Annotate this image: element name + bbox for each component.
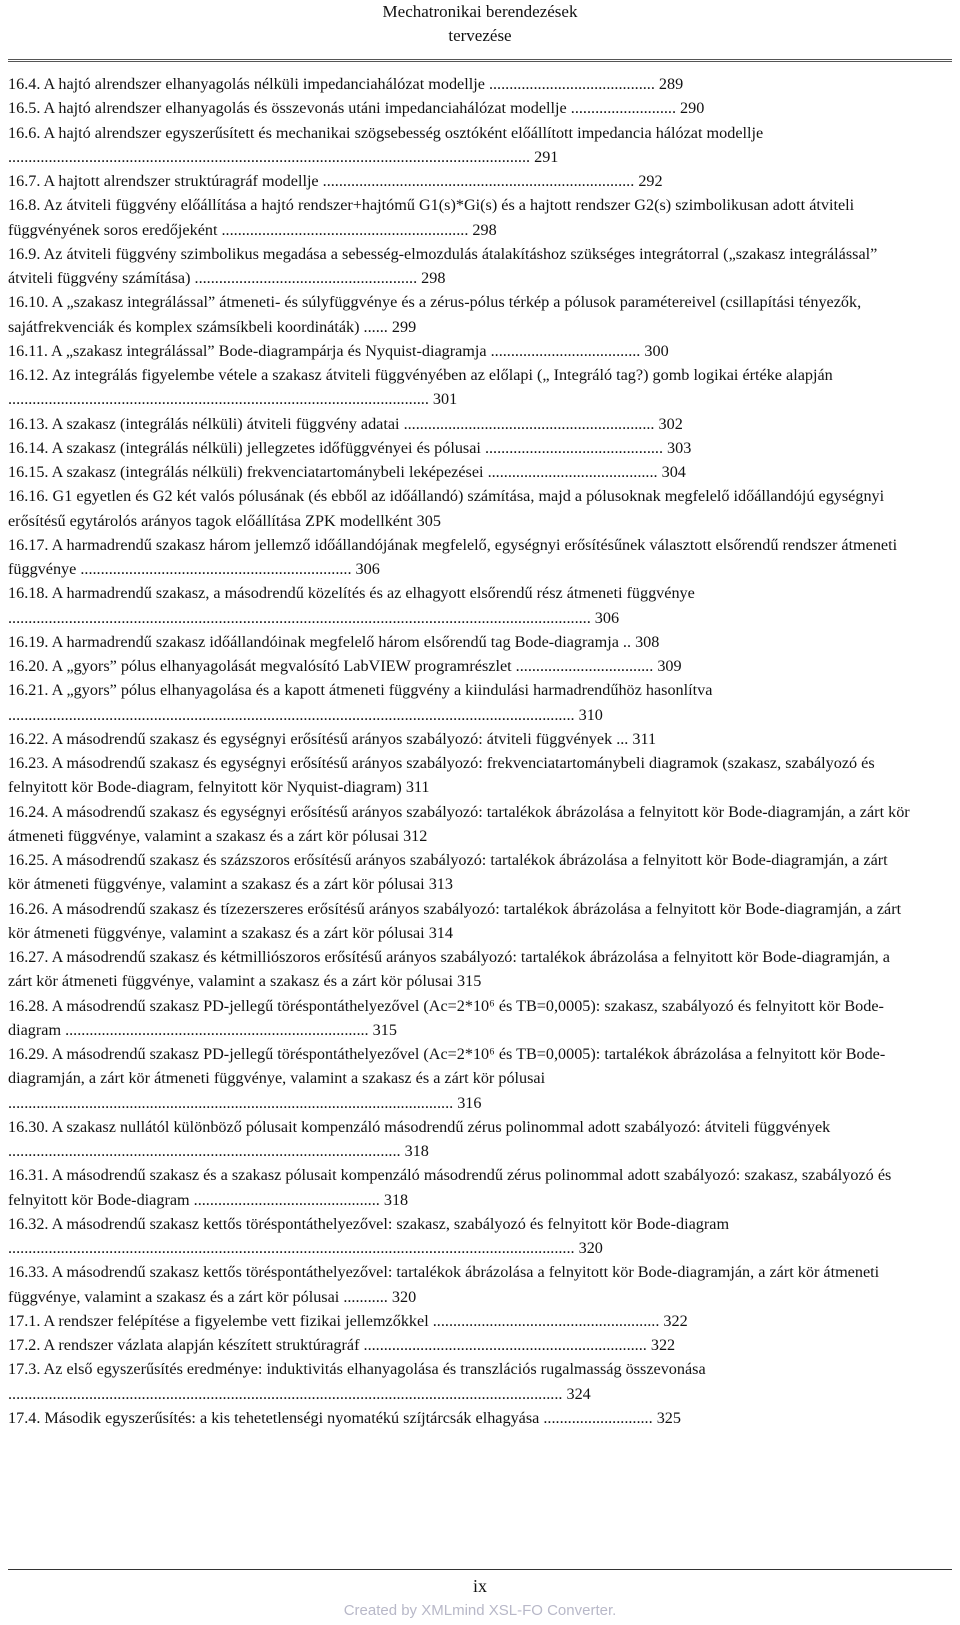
toc-entry[interactable]: 16.32. A másodrendű szakasz kettős töréspontáthelyezővel: szakasz, szabályozó és felnyitott kör Bode-diagram ............................................................................................................................................ 320: [8, 1214, 730, 1257]
toc-entry[interactable]: 16.31. A másodrendű szakasz és a szakasz pólusait kompenzáló másodrendű zérus polinommal adott szabályozó: szakasz, szabályozó és felnyitott kör Bode-diagram .............................................. 318: [8, 1166, 892, 1209]
toc-entry[interactable]: 16.29. A másodrendű szakasz PD-jellegű töréspontáthelyezővel (Ac=2*10⁶ és TB=0,0005): tartalékok ábrázolása a felnyitott kör Bode-diagramján, a zárt kör átmeneti függvénye, valamint a szakasz és a zárt kör pólusai .............................................................................................................. 316: [8, 1045, 886, 1112]
toc-entry[interactable]: 16.19. A harmadrendű szakasz időállandóinak megfelelő három elsőrendű tag Bode-diagramja .. 308: [8, 632, 660, 651]
toc-entry[interactable]: 16.20. A „gyors” pólus elhanyagolását megvalósító LabVIEW programrészlet .................................. 309: [8, 657, 682, 675]
table-of-figures: [8, 72, 913, 1430]
footer-divider: [8, 1569, 952, 1570]
toc-entry[interactable]: 16.16. G1 egyetlen és G2 két valós pólusának (és ebből az időállandó) számítása, majd a pólusoknak megfelelő időállandójú egységnyi erősítésű egytárolós arányos tagok előállítása ZPK modellként 305: [8, 487, 885, 530]
toc-entry[interactable]: 16.25. A másodrendű szakasz és százszoros erősítésű arányos szabályozó: tartalékok ábrázolása a felnyitott kör Bode-diagramján, a zárt kör átmeneti függvénye, valamint a szakasz és a zárt kör pólusai 313: [8, 851, 888, 894]
header-divider: [8, 59, 952, 62]
toc-entry[interactable]: 16.27. A másodrendű szakasz és kétmilliószoros erősítésű arányos szabályozó: tartalékok ábrázolása a felnyitott kör Bode-diagramján, a zárt kör átmeneti függvénye, valamint a szakasz és a zárt kör pólusai 315: [8, 948, 890, 991]
toc-entry[interactable]: 16.13. A szakasz (integrálás nélküli) átviteli függvény adatai .............................................................. 302: [8, 414, 683, 433]
toc-entry[interactable]: 16.28. A másodrendű szakasz PD-jellegű töréspontáthelyezővel (Ac=2*10⁶ és TB=0,0005): szakasz, szabályozó és felnyitott kör Bode-diagram ........................................................................... 315: [8, 996, 884, 1039]
converter-credit: Created by XMLmind XSL-FO Converter.: [343, 1602, 617, 1619]
page-number: ix: [472, 1576, 487, 1596]
toc-entry[interactable]: 16.12. Az integrálás figyelembe vétele a szakasz átviteli függvényében az előlapi („ Integráló tag?) gomb logikai értéke alapján ........................................................................................................ 301: [8, 366, 833, 409]
toc-entry[interactable]: 16.14. A szakasz (integrálás nélküli) jellegzetes időfüggvényei és pólusai ............................................ 303: [8, 438, 692, 457]
toc-entry[interactable]: 16.7. A hajtott alrendszer struktúragráf modellje ............................................................................. 292: [8, 172, 663, 190]
toc-entry[interactable]: 16.21. A „gyors” pólus elhanyagolása és a kapott átmeneti függvény a kiindulási harmadrendűhöz hasonlítva ............................................................................................................................................ 310: [8, 681, 713, 724]
toc-entry[interactable]: 16.15. A szakasz (integrálás nélküli) frekvenciatartománybeli leképezései .......................................... 304: [8, 463, 686, 481]
toc-entry[interactable]: 16.26. A másodrendű szakasz és tízezerszeres erősítésű arányos szabályozó: tartalékok ábrázolása a felnyitott kör Bode-diagramján, a zárt kör átmeneti függvénye, valamint a szakasz és a zárt kör pólusai 314: [8, 899, 902, 942]
toc-entry[interactable]: 16.33. A másodrendű szakasz kettős töréspontáthelyezővel: tartalékok ábrázolása a felnyitott kör Bode-diagramján, a zárt kör átmeneti függvénye, valamint a szakasz és a zárt kör pólusai ........... 320: [8, 1263, 880, 1306]
toc-entry[interactable]: 16.18. A harmadrendű szakasz, a másodrendű közelítés és az elhagyott elsőrendű rész átmeneti függvénye ................................................................................................................................................ 306: [8, 584, 695, 627]
header-title-line1: Mechatronikai berendezések: [382, 2, 578, 21]
toc-entry[interactable]: 16.8. Az átviteli függvény előállítása a hajtó rendszer+hajtómű G1(s)*Gi(s) és a hajtott rendszer G2(s) szimbolikusan adott átviteli függvényének soros eredőjeként ............................................................. 298: [8, 196, 855, 239]
toc-entry[interactable]: 16.6. A hajtó alrendszer egyszerűsített és mechanikai szögsebesség osztóként előállított impedancia hálózat modellje ................................................................................................................................. 291: [8, 123, 764, 166]
page-header: [0, 0, 960, 48]
toc-entry[interactable]: 16.11. A „szakasz integrálással” Bode-diagrampárja és Nyquist-diagramja ..................................... 300: [8, 341, 669, 360]
toc-entry[interactable]: 17.2. A rendszer vázlata alapján készített struktúragráf ...................................................................... 322: [8, 1336, 676, 1354]
toc-entry[interactable]: 16.17. A harmadrendű szakasz három jellemző időállandójának megfelelő, egységnyi erősítésűnek választott elsőrendű rendszer átmeneti függvénye ................................................................... 306: [8, 535, 898, 578]
toc-entry[interactable]: 17.1. A rendszer felépítése a figyelembe vett fizikai jellemzőkkel ........................................................ 322: [8, 1311, 688, 1330]
header-title-line2: tervezése: [448, 26, 512, 45]
toc-entry[interactable]: 16.30. A szakasz nullától különböző pólusait kompenzáló másodrendű zérus polinommal adott szabályozó: átviteli függvények ................................................................................................. 318: [8, 1117, 831, 1160]
toc-entry[interactable]: 16.24. A másodrendű szakasz és egységnyi erősítésű arányos szabályozó: tartalékok ábrázolása a felnyitott kör Bode-diagramján, a zárt kör átmeneti függvénye, valamint a szakasz és a zárt kör pólusai 312: [8, 802, 910, 845]
toc-entry[interactable]: 16.22. A másodrendű szakasz és egységnyi erősítésű arányos szabályozó: átviteli függvények ... 311: [8, 729, 657, 748]
toc-entry[interactable]: 16.9. Az átviteli függvény szimbolikus megadása a sebesség-elmozdulás átalakításhoz szükséges integrátorral („szakasz integrálással” átviteli függvény számítása) ....................................................... 298: [8, 244, 878, 287]
toc-entry[interactable]: 16.23. A másodrendű szakasz és egységnyi erősítésű arányos szabályozó: frekvenciatartománybeli diagramok (szakasz, szabályozó és felnyitott kör Bode-diagram, felnyitott kör Nyquist-diagram) 311: [8, 754, 875, 797]
toc-entry[interactable]: 17.3. Az első egyszerűsítés eredménye: induktivitás elhanyagolása és transzlációs rugalmasság összevonása ......................................................................................................................................... 324: [8, 1360, 706, 1403]
toc-entry[interactable]: 17.4. Második egyszerűsítés: a kis tehetetlenségi nyomatékú szíjtárcsák elhagyása ........................... 325: [8, 1408, 681, 1427]
toc-entry[interactable]: 16.5. A hajtó alrendszer elhanyagolás és összevonás utáni impedanciahálózat modellje .......................... 290: [8, 99, 705, 118]
toc-entry[interactable]: 16.10. A „szakasz integrálással” átmeneti- és súlyfüggvénye és a zérus-pólus térkép a pólusok paramétereivel (csillapítási tényezők, sajátfrekvenciák és komplex számsíkbeli koordináták) ...... 299: [8, 293, 862, 336]
toc-entry[interactable]: 16.4. A hajtó alrendszer elhanyagolás nélküli impedanciahálózat modellje ......................................... 289: [8, 75, 684, 93]
